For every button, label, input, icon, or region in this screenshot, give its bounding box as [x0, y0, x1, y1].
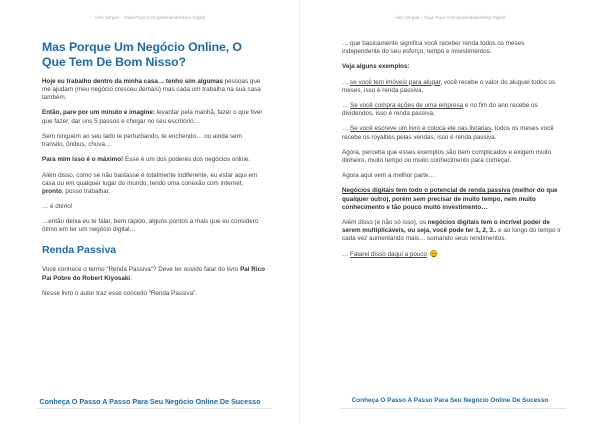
paragraph: Nesse livro o autor traz esse conceito “Renda Passiva”. — [42, 289, 198, 297]
footer-divider — [340, 408, 566, 409]
example-item: … se você tem imóveis para alugar, você recebe o valor do aluguel todos os meses, isso é renda passiva. — [342, 78, 556, 94]
paragraph — [342, 63, 562, 71]
underlined-text: Se você escreve um livro e coloca ele nas livrarias — [350, 125, 492, 133]
bold-text: Hoje eu trabalho dentro da minha casa… tenho sim algumas — [42, 78, 223, 85]
paragraph: Sem ninguém ao seu lado te perturbando, te enchendo… ou ainda sem transito, ônibus, chuva… — [42, 132, 242, 148]
paragraph: … Falarei disso daqui a pouco — [342, 250, 562, 259]
underlined-text: Falarei disso daqui a pouco — [350, 251, 428, 259]
subsection-title: Renda Passiva — [42, 244, 117, 257]
underlined-bold-text: Negócios digitais tem todo o potencial de renda passiva — [342, 187, 511, 195]
paragraph: Hoje eu trabalho dentro da minha casa… tenho sim algumas pessoas que me ajudam (meu negócio cresceu demais) mas cada um trabalha na sua casa também. — [42, 78, 261, 102]
bold-text: pronto — [42, 187, 62, 195]
paragraph: … é ótimo! — [42, 202, 73, 210]
paragraph: … que basicamente significa você receber renda todos os meses independente do seu esforço, tempo e investimentos. — [342, 40, 525, 56]
right-content — [342, 40, 562, 267]
right-page — [300, 0, 600, 424]
footer-divider — [36, 408, 272, 409]
page-header: Alex Vargas – Guia Para O Empreendedorismo Digital — [94, 15, 206, 20]
bold-text: Veja alguns exemplos: — [342, 63, 410, 71]
paragraph: Além disso, como se não bastasse é totalmente indiferente, eu estar aqui em casa ou em qualquer lugar do mundo, tendo uma conexão com internet, pronto, posso trabalhar. — [42, 171, 258, 195]
section-title: Mas Porque Um Negócio Online, O Que Tem De Bom Nisso? — [42, 40, 242, 69]
left-content — [42, 40, 266, 305]
paragraph — [342, 187, 562, 211]
book-title: Pai Rico Pai Pobre do Robert Kiyosaki — [42, 266, 265, 282]
bold-text: Então, pare por um minuto e imagine: — [42, 109, 156, 117]
paragraph: Agora, perceba que esses exemplos são bem complicados e exigem muito dinheiro, muito tempo ou muito conhecimento para começar. — [342, 148, 552, 164]
underlined-text: se você tem imóveis para alugar — [350, 78, 441, 86]
paragraph: Você conhece o termo “Renda Passiva”? Deve ter ouvido falar do livro Pai Rico Pai Pobre do Robert Kiyosaki. — [42, 266, 265, 282]
paragraph: Então, pare por um minuto e imagine: levantar pela manhã, fazer o que tiver que fazer, dar uns 5 passos e chegar no seu escritório… — [42, 109, 263, 125]
smiley-icon — [430, 250, 437, 257]
paragraph: Além disso (e não só isso), os negócios digitais tem o incrível poder de serem multiplicáveis, ou seja, você pode ter 1, 2, 3.. e ao longo do tempo ir cada vez aumentando mais… somando seus rendimentos. — [342, 218, 561, 243]
paragraph: Para mim isso é o máximo! Esse é um dos poderes dos negócios online. — [42, 156, 251, 164]
underlined-text: Se você compra ações de uma empresa — [350, 102, 464, 110]
page-footer: Conheça O Passo A Passo Para Seu Negócio Online De Sucesso — [39, 397, 261, 406]
page-footer: Conheça O Passo A Passo Para Seu Negócio Online De Sucesso — [351, 397, 549, 404]
bold-text: negócios digitais tem o incrível poder de serem multiplicáveis, ou seja, você pode ter 1, 2, 3.. — [342, 218, 550, 234]
paragraph: Agora aqui vem a melhor parte… — [342, 172, 435, 180]
paragraph: …então deixa eu te falar, bem rápido, alguns pontos a mais que eu considero ótimo em ter um negócio digital… — [42, 218, 259, 234]
bold-text: Para mim isso é o máximo! — [42, 156, 124, 164]
page-header: Alex Vargas – Guia Para O Empreendedorismo Digital — [394, 15, 506, 20]
example-item: … Se você escreve um livro e coloca ele nas livrarias, todos os meses você recebe os royalties pelas vendas, isso é renda passiva. — [342, 125, 554, 141]
bold-text: (melhor do que qualquer outro), porém sem precisar de muito tempo, nem muito conhecimento e tão pouco muito investimento… — [342, 187, 558, 211]
example-item: … Se você compra ações de uma empresa e no fim do ano recebe os dividendos, isso é renda passiva. — [342, 102, 538, 118]
